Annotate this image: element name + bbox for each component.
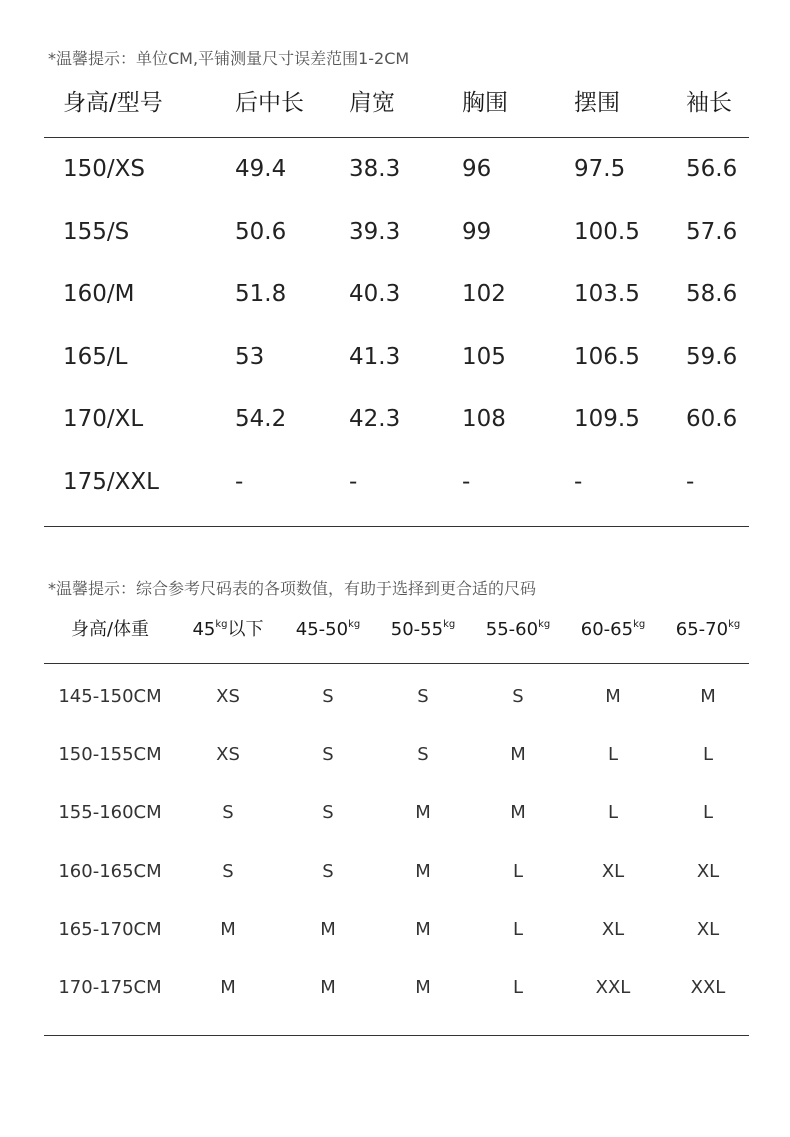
- size-chart-cell: 53: [235, 344, 265, 370]
- recommend-chart-cell: M: [510, 744, 526, 765]
- recommend-chart-cell: M: [220, 919, 236, 940]
- weight-range-label: 45-50: [295, 619, 349, 640]
- size-chart-cell: 170/XL: [63, 406, 144, 432]
- kg-unit: kg: [348, 619, 361, 630]
- size-chart-cell: 97.5: [574, 156, 626, 182]
- recommend-chart-cell: M: [320, 977, 336, 998]
- size-chart-header-cell: 摆围: [574, 90, 620, 116]
- size-chart-header-cell: 肩宽: [349, 90, 395, 116]
- kg-unit: kg: [215, 619, 228, 630]
- recommend-chart-cell: 160-165CM: [58, 861, 162, 882]
- size-chart-cell: 103.5: [574, 281, 640, 307]
- size-chart-cell: 40.3: [349, 281, 401, 307]
- recommend-chart-cell: M: [415, 919, 431, 940]
- recommend-chart-cell: L: [607, 802, 619, 823]
- size-chart-cell: -: [462, 469, 471, 495]
- recommend-chart-cell: 155-160CM: [58, 802, 162, 823]
- recommend-chart-cell: S: [222, 802, 234, 823]
- recommend-chart-cell: XL: [601, 919, 625, 940]
- size-chart-header-cell: 身高/型号: [63, 90, 163, 116]
- size-chart-cell: 150/XS: [63, 156, 146, 182]
- recommend-chart-cell: S: [322, 802, 334, 823]
- size-chart-header-cell: 后中长: [235, 90, 304, 116]
- size-chart-cell: 42.3: [349, 406, 401, 432]
- size-chart-header-cell: 袖长: [686, 90, 732, 116]
- recommend-chart-header-cell: [486, 621, 550, 639]
- size-chart-bottom-rule: [44, 526, 749, 527]
- recommend-chart-header-cell: [581, 621, 645, 639]
- weight-range-label: 65-70: [675, 619, 729, 640]
- weight-range-label: 55-60: [485, 619, 539, 640]
- recommend-chart-cell: L: [512, 977, 524, 998]
- size-chart-header-rule: [44, 137, 749, 138]
- recommend-chart-cell: XS: [216, 744, 240, 765]
- size-chart-cell: 49.4: [235, 156, 287, 182]
- kg-unit: kg: [728, 619, 741, 630]
- size-chart-cell: 41.3: [349, 344, 401, 370]
- recommend-chart-cell: L: [512, 919, 524, 940]
- recommend-chart-cell: L: [512, 861, 524, 882]
- size-chart-cell: 106.5: [574, 344, 640, 370]
- recommend-chart-cell: XL: [601, 861, 625, 882]
- recommend-chart-cell: S: [417, 744, 429, 765]
- recommend-chart-cell: XL: [696, 861, 720, 882]
- size-chart-cell: 96: [462, 156, 492, 182]
- size-chart-cell: 100.5: [574, 219, 640, 245]
- size-chart-cell: 108: [462, 406, 506, 432]
- recommend-chart-cell: M: [415, 977, 431, 998]
- weight-range-label: 60-65: [580, 619, 634, 640]
- recommend-chart-cell: M: [415, 802, 431, 823]
- recommend-chart-cell: L: [702, 802, 714, 823]
- size-chart-cell: 60.6: [686, 406, 738, 432]
- size-chart-note: *温馨提示：单位CM,平铺测量尺寸误差范围1-2CM: [48, 49, 410, 68]
- recommend-chart-cell: S: [322, 861, 334, 882]
- recommend-chart-cell: L: [702, 744, 714, 765]
- size-chart-cell: 165/L: [63, 344, 128, 370]
- recommend-chart-cell: M: [415, 861, 431, 882]
- size-chart-cell: 99: [462, 219, 492, 245]
- recommend-chart-cell: M: [605, 686, 621, 707]
- recommend-chart-header-cell: [192, 621, 263, 639]
- kg-unit: kg: [633, 619, 646, 630]
- recommend-chart-cell: M: [220, 977, 236, 998]
- kg-unit: kg: [443, 619, 456, 630]
- size-chart-cell: 175/XXL: [63, 469, 159, 495]
- kg-unit: kg: [538, 619, 551, 630]
- size-chart-header-cell: 胸围: [462, 90, 508, 116]
- weight-range-label: 45: [192, 619, 216, 640]
- recommend-chart-cell: M: [700, 686, 716, 707]
- recommend-chart-cell: S: [417, 686, 429, 707]
- recommend-chart-cell: M: [320, 919, 336, 940]
- size-chart-cell: 51.8: [235, 281, 287, 307]
- recommend-chart-cell: S: [512, 686, 524, 707]
- size-chart-cell: 155/S: [63, 219, 130, 245]
- size-chart-cell: 105: [462, 344, 506, 370]
- size-chart-cell: 56.6: [686, 156, 738, 182]
- size-chart-cell: 59.6: [686, 344, 738, 370]
- size-chart-cell: -: [686, 469, 695, 495]
- size-chart-cell: 54.2: [235, 406, 287, 432]
- recommend-chart-cell: 145-150CM: [58, 686, 162, 707]
- size-chart-cell: -: [574, 469, 583, 495]
- recommend-chart-header-cell: [676, 621, 740, 639]
- recommend-chart-cell: S: [322, 744, 334, 765]
- size-chart-cell: 160/M: [63, 281, 135, 307]
- recommend-chart-cell: L: [607, 744, 619, 765]
- size-chart-cell: 39.3: [349, 219, 401, 245]
- size-chart-cell: 109.5: [574, 406, 640, 432]
- recommend-chart-cell: 150-155CM: [58, 744, 162, 765]
- recommend-chart-cell: M: [510, 802, 526, 823]
- recommend-chart-cell: S: [322, 686, 334, 707]
- recommend-chart-cell: XS: [216, 686, 240, 707]
- size-chart-cell: 38.3: [349, 156, 401, 182]
- size-chart-cell: 57.6: [686, 219, 738, 245]
- recommend-chart-cell: XXL: [690, 977, 726, 998]
- size-chart-cell: -: [235, 469, 244, 495]
- recommend-chart-cell: XL: [696, 919, 720, 940]
- recommend-chart-cell: 170-175CM: [58, 977, 162, 998]
- recommend-chart-header-cell: 身高/体重: [70, 619, 150, 640]
- recommend-chart-header-cell: [391, 621, 455, 639]
- size-chart-cell: 102: [462, 281, 506, 307]
- recommend-chart-cell: S: [222, 861, 234, 882]
- recommend-chart-header-rule: [44, 663, 749, 664]
- recommend-chart-cell: XXL: [595, 977, 631, 998]
- weight-suffix: 以下: [227, 619, 264, 640]
- size-chart-cell: 58.6: [686, 281, 738, 307]
- weight-range-label: 50-55: [390, 619, 444, 640]
- size-chart-cell: 50.6: [235, 219, 287, 245]
- size-chart-cell: -: [349, 469, 358, 495]
- recommend-chart-header-cell: [296, 621, 360, 639]
- recommend-chart-cell: 165-170CM: [58, 919, 162, 940]
- recommend-chart-bottom-rule: [44, 1035, 749, 1036]
- recommend-chart-note: *温馨提示：综合参考尺码表的各项数值，有助于选择到更合适的尺码: [48, 579, 537, 598]
